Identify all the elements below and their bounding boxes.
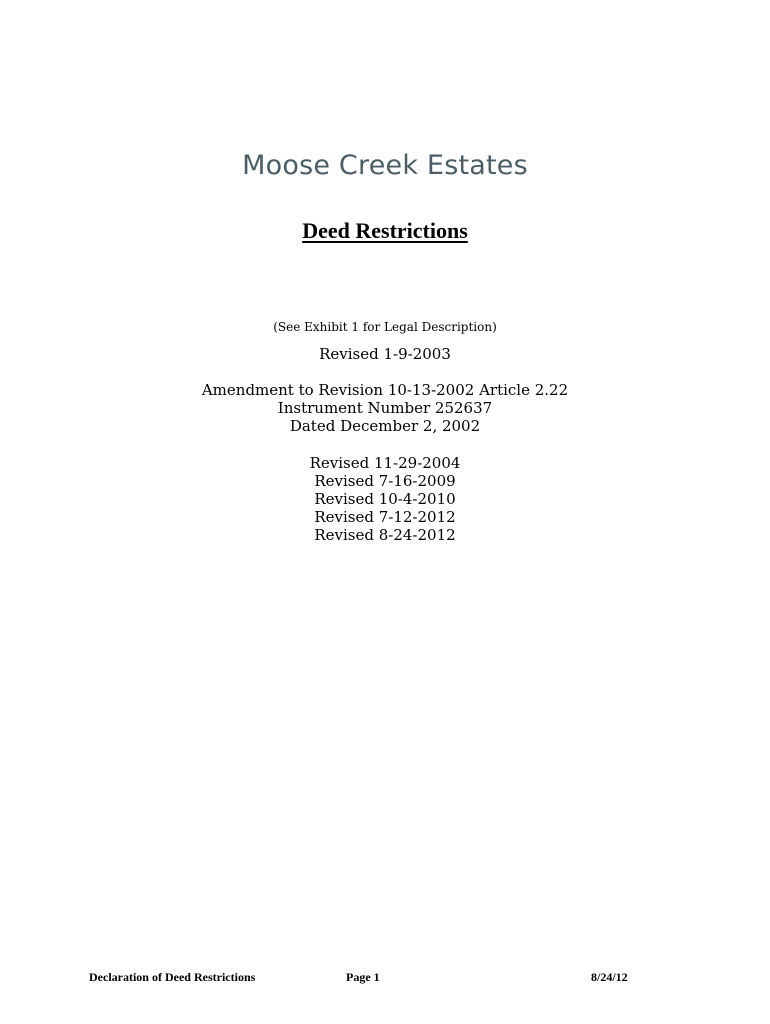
footer-date: 8/24/12	[591, 970, 628, 984]
amendment-block	[0, 381, 770, 435]
revision-item: Revised 10-4-2010	[314, 490, 456, 508]
instrument-number-line: Instrument Number 252637	[277, 399, 493, 417]
revision-item: Revised 7-12-2012	[314, 508, 456, 526]
document-subtitle: Deed Restrictions	[302, 218, 468, 243]
revision-item: Revised 11-29-2004	[309, 454, 461, 472]
legal-description-note: (See Exhibit 1 for Legal Description)	[273, 320, 497, 334]
revision-item: Revised 8-24-2012	[314, 526, 456, 544]
revision-item: Revised 7-16-2009	[314, 472, 456, 490]
footer-document-name: Declaration of Deed Restrictions	[89, 970, 256, 984]
dated-line: Dated December 2, 2002	[289, 417, 481, 435]
footer-page-number: Page 1	[346, 970, 380, 984]
revisions-list	[0, 454, 770, 544]
document-title: Moose Creek Estates	[242, 150, 528, 181]
revised-date-text: Revised 1-9-2003	[319, 345, 451, 363]
revised-date-first	[0, 345, 770, 363]
amendment-line: Amendment to Revision 10-13-2002 Article 2.22	[201, 381, 569, 399]
